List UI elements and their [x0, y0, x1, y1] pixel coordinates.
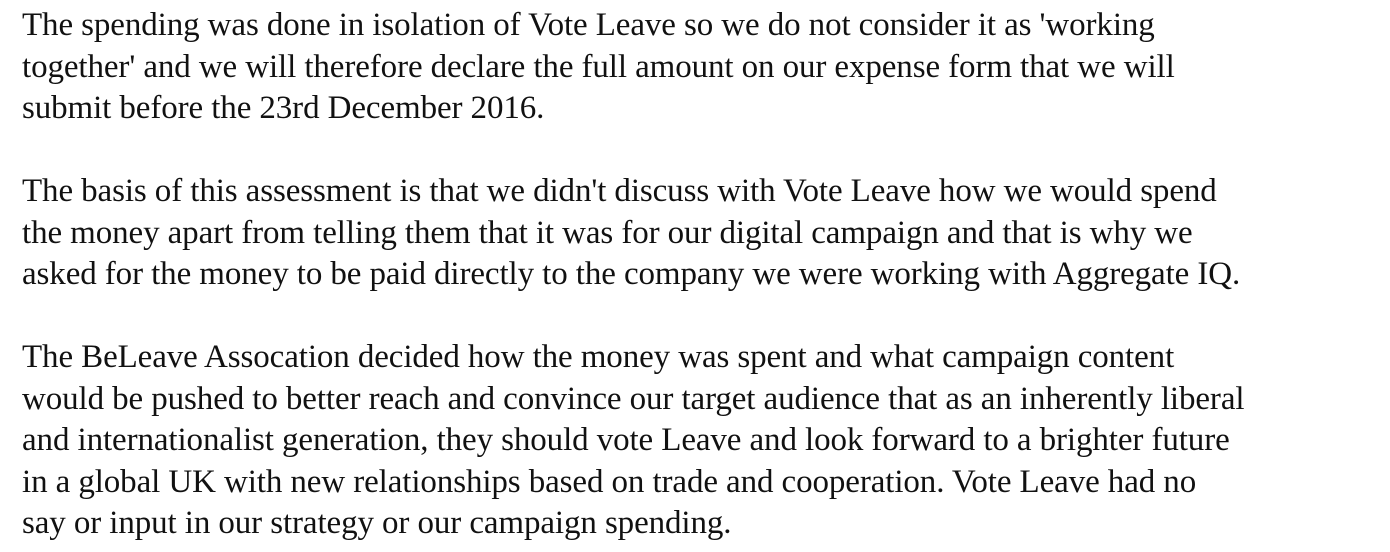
text-line: the money apart from telling them that it was for our digital campaign and that is why we — [22, 214, 1193, 251]
paragraph-working-together — [22, 5, 1175, 130]
text-line: would be pushed to better reach and convince our target audience that as an inherently liberal — [22, 380, 1245, 417]
paragraph-beleave-strategy — [22, 337, 1244, 545]
text-line: submit before the 23rd December 2016. — [22, 90, 545, 126]
text-line: The basis of this assessment is that we didn't discuss with Vote Leave how we would spend — [22, 173, 1217, 209]
paragraph-assessment-basis — [22, 171, 1240, 296]
text-line: The spending was done in isolation of Vote Leave so we do not consider it as 'working — [22, 7, 1155, 43]
text-line: together' and we will therefore declare the full amount on our expense form that we will — [22, 48, 1175, 85]
text-line: The BeLeave Assocation decided how the money was spent and what campaign content — [22, 339, 1175, 375]
text-line: say or input in our strategy or our campaign spending. — [22, 505, 732, 541]
text-line: asked for the money to be paid directly to the company we were working with Aggregate IQ. — [22, 256, 1241, 292]
text-line: and internationalist generation, they should vote Leave and look forward to a brighter future — [22, 422, 1230, 458]
text-line: in a global UK with new relationships based on trade and cooperation. Vote Leave had no — [22, 463, 1197, 500]
